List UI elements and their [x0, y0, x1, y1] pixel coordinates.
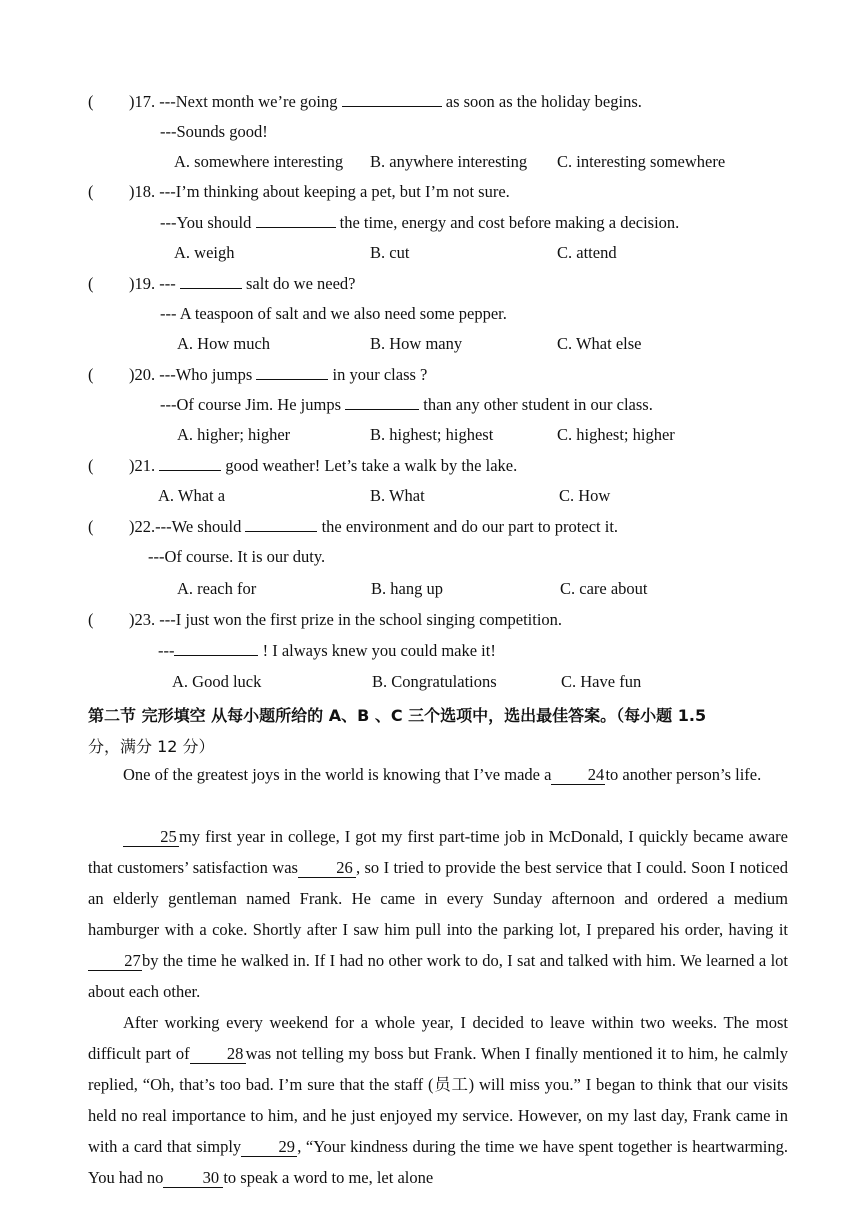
question-reply: ---Sounds good! — [160, 122, 268, 141]
option-c: C. highest; higher — [557, 425, 675, 444]
option-b: B. hang up — [371, 579, 443, 598]
answer-paren[interactable]: ( — [88, 182, 94, 201]
option-b: B. cut — [370, 243, 410, 262]
question-prompt: )20. ---Who jumps in your class ? — [129, 365, 428, 384]
section-subtitle: 分，满分 12 分） — [88, 737, 215, 756]
option-c: C. interesting somewhere — [557, 152, 726, 171]
question-reply: --- ! I always knew you could make it! — [158, 641, 496, 660]
option-a: A. What a — [158, 486, 226, 505]
option-c: C. care about — [560, 579, 648, 598]
option-a: A. weigh — [174, 243, 235, 262]
option-a: A. higher; higher — [177, 425, 291, 444]
answer-blank — [180, 274, 242, 289]
answer-blank — [245, 517, 317, 532]
option-b: B. highest; highest — [370, 425, 494, 444]
passage-paragraph-2: 25 my first year in college, I got my first part-time job in McDonald, I quickly became aware that customers’ satisfaction was 26 , so I tried to provide the best service that I could. Soon I noticed an elderly gentleman named Frank. He came in every Sunday afternoon and ordered a medium hamburger with a coke. Shortly after I saw him pull into the parking lot, I prepared his order, having it27by the time he walked in. If I had no other work to do, I sat and talked with him. We learned a lot about each other. — [88, 827, 788, 1001]
option-a: A. somewhere interesting — [174, 152, 344, 171]
option-c: C. How — [559, 486, 611, 505]
answer-paren[interactable]: ( — [88, 610, 94, 629]
question-prompt: )22.---We should the environment and do our part to protect it. — [129, 517, 619, 536]
answer-paren[interactable]: ( — [88, 92, 94, 111]
answer-paren[interactable]: ( — [88, 456, 94, 475]
option-b: B. How many — [370, 334, 463, 353]
option-a: A. How much — [177, 334, 271, 353]
answer-blank — [345, 395, 419, 410]
answer-paren[interactable]: ( — [88, 517, 94, 536]
cloze-blank-29[interactable]: 29 — [241, 1138, 297, 1157]
option-c: C. Have fun — [561, 672, 642, 691]
section-title: 第二节 完形填空 从每小题所给的 A、B 、C 三个选项中，选出最佳答案。（每小题 1.5 — [88, 706, 707, 725]
question-prompt: )21. good weather! Let’s take a walk by the lake. — [129, 456, 518, 475]
passage-paragraph-3: After working every weekend for a whole year, I decided to leave within two weeks. The most difficult part of 28 was not telling my boss but Frank. When I finally mentioned it to him, he calmly replied, “Oh, that’s too bad. I’m sure that the staff (员工) will miss you.” I began to think that our visits held no real importance to him, and he just enjoyed my service. However, on my last day, Frank came in with a card that simply 29 , “Your kindness during the time we have spent together is heartwarming. You had no 30 to speak a word to me, let alone — [88, 1013, 789, 1187]
cloze-blank-28[interactable]: 28 — [190, 1045, 246, 1064]
question-reply: ---Of course Jim. He jumps than any other student in our class. — [160, 395, 653, 414]
passage-paragraph-1: One of the greatest joys in the world is knowing that I’ve made a 24to another person’s life. — [123, 765, 762, 784]
answer-blank — [342, 92, 442, 107]
question-prompt: )18. ---I’m thinking about keeping a pet, but I’m not sure. — [129, 182, 510, 201]
cloze-blank-25[interactable]: 25 — [123, 828, 179, 847]
option-c: C. What else — [557, 334, 642, 353]
cloze-blank-27[interactable]: 27 — [88, 952, 142, 971]
question-prompt: )19. --- salt do we need? — [129, 274, 356, 293]
option-b: B. What — [370, 486, 425, 505]
option-a: A. reach for — [177, 579, 257, 598]
question-reply: ---You should the time, energy and cost before making a decision. — [160, 213, 680, 232]
option-b: B. Congratulations — [372, 672, 497, 691]
option-c: C. attend — [557, 243, 617, 262]
question-prompt: )17. ---Next month we’re going as soon as the holiday begins. — [129, 92, 642, 111]
question-prompt: )23. ---I just won the first prize in the school singing competition. — [129, 610, 563, 629]
cloze-blank-26[interactable]: 26 — [298, 859, 356, 878]
answer-blank — [174, 641, 258, 656]
cloze-blank-24[interactable]: 24 — [551, 766, 605, 785]
answer-paren[interactable]: ( — [88, 274, 94, 293]
option-a: A. Good luck — [172, 672, 262, 691]
answer-blank — [256, 213, 336, 228]
answer-blank — [159, 456, 221, 471]
answer-paren[interactable]: ( — [88, 365, 94, 384]
option-b: B. anywhere interesting — [370, 152, 528, 171]
question-reply: --- A teaspoon of salt and we also need some pepper. — [160, 304, 507, 323]
answer-blank — [256, 365, 328, 380]
question-reply: ---Of course. It is our duty. — [148, 547, 326, 566]
cloze-blank-30[interactable]: 30 — [163, 1169, 223, 1188]
